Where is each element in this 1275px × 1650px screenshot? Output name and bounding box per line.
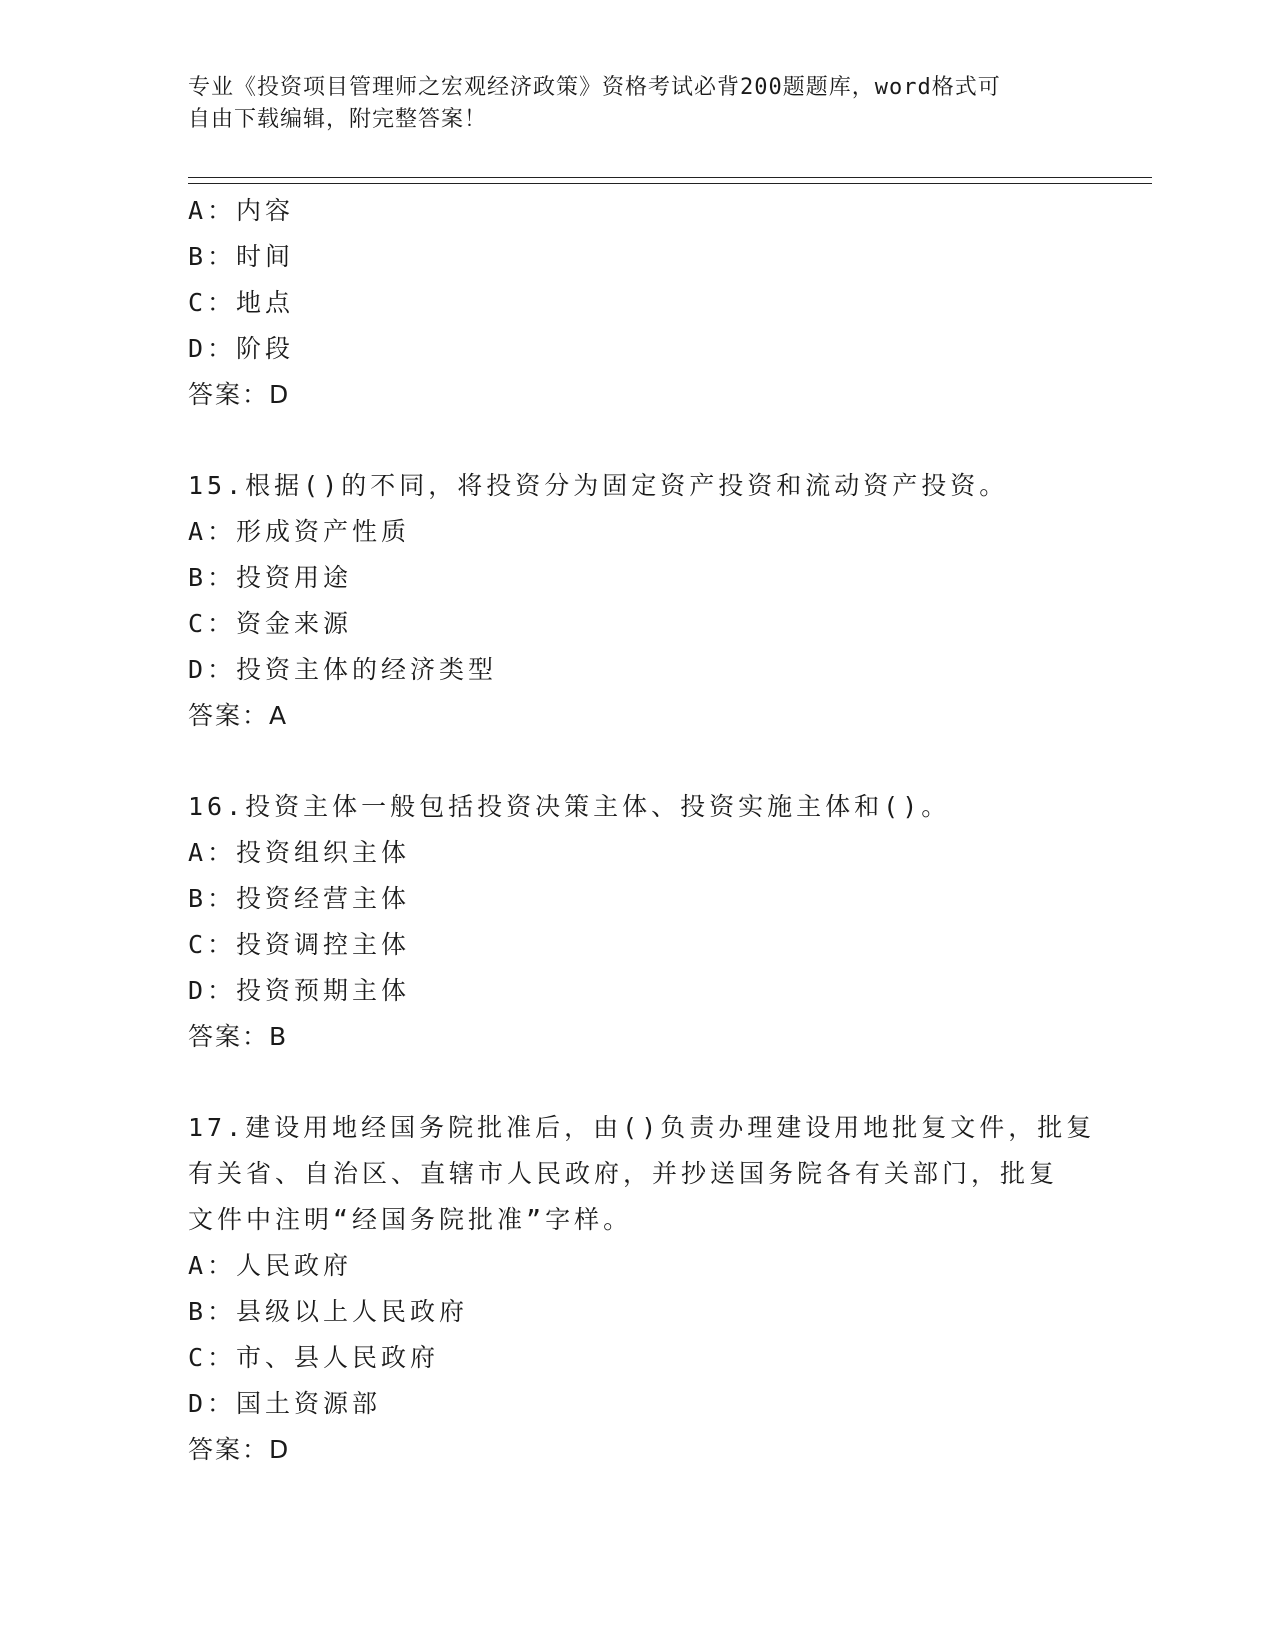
document-header: [188, 72, 1068, 136]
option-d: D：投资预期主体: [188, 976, 411, 1005]
header-title-line-2: 自由下载编辑，附完整答案！: [188, 107, 488, 132]
question-16: [188, 784, 1088, 1060]
question-14: [188, 188, 1088, 418]
question-stem-line-3: 文件中注明“经国务院批准”字样。: [188, 1205, 633, 1234]
answer: 答案：D: [188, 380, 291, 409]
question-list: [188, 188, 1096, 1473]
option-c: C：投资调控主体: [188, 930, 411, 959]
answer: 答案：D: [188, 1435, 291, 1464]
question-17: [188, 1105, 1096, 1473]
question-stem-line-1: 17.建设用地经国务院批准后，由()负责办理建设用地批复文件，批复: [188, 1113, 1096, 1142]
question-stem: 15.根据()的不同，将投资分为固定资产投资和流动资产投资。: [188, 471, 1009, 500]
question-15: [188, 463, 1088, 739]
answer: 答案：B: [188, 1022, 289, 1051]
option-d: D：国土资源部: [188, 1389, 382, 1418]
option-d: D：投资主体的经济类型: [188, 655, 498, 684]
option-d: D：阶段: [188, 334, 295, 363]
header-title-line-1: 专业《投资项目管理师之宏观经济政策》资格考试必背200题题库，word格式可: [188, 75, 1001, 100]
option-b: B：县级以上人民政府: [188, 1297, 469, 1326]
option-b: B：投资经营主体: [188, 884, 411, 913]
spacer: [188, 418, 1088, 463]
option-b: B：投资用途: [188, 563, 353, 592]
option-a: A：形成资产性质: [188, 517, 411, 546]
option-c: C：资金来源: [188, 609, 353, 638]
spacer: [188, 739, 1088, 784]
answer: 答案：A: [188, 701, 289, 730]
option-a: A：内容: [188, 196, 295, 225]
option-a: A：人民政府: [188, 1251, 353, 1280]
question-stem: 16.投资主体一般包括投资决策主体、投资实施主体和()。: [188, 792, 951, 821]
header-divider: [188, 177, 1152, 184]
question-stem-line-2: 有关省、自治区、直辖市人民政府，并抄送国务院各有关部门，批复: [188, 1159, 1059, 1188]
spacer: [188, 1060, 1088, 1105]
option-c: C：地点: [188, 288, 295, 317]
option-b: B：时间: [188, 242, 295, 271]
option-c: C：市、县人民政府: [188, 1343, 440, 1372]
option-a: A：投资组织主体: [188, 838, 411, 867]
